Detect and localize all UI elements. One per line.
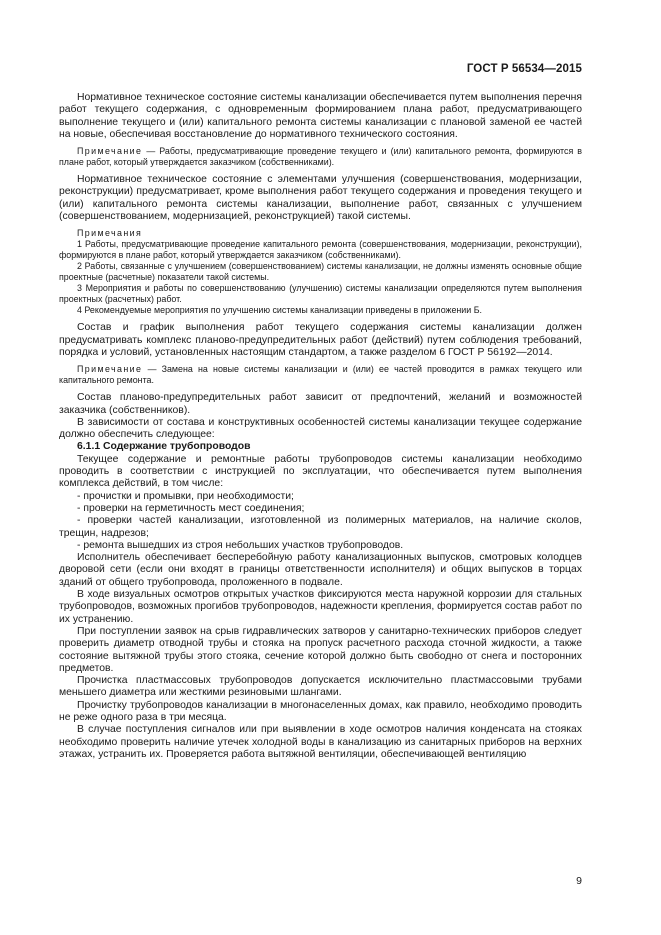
paragraph-executor: Исполнитель обеспечивает бесперебойную работу канализационных выпусков, смотровых колодцев дворовой сети (если они входят в границы ответственности исполнителя) и общих выпусков в торцах зданий от общего трубопровода, проложенного в подвале.: [59, 552, 582, 588]
paragraph-condensate: В случае поступления сигналов или при выявлении в ходе осмотров наличия конденсата на стояках необходимо проверить наличие утечек холодной воды в канализацию из санитарных приборов на верхних этажах, устранить их. Проверяется работа вытяжной вентиляции, обеспечивающей вентиляцию: [59, 724, 582, 760]
notes-title: Примечания: [77, 228, 143, 239]
note-text: — Работы, предусматривающие проведение текущего и (или) капитального ремонта, формируются в плане работ, который утверждается заказчиком (собственниками).: [59, 146, 582, 168]
paragraph-improvement-state: Нормативное техническое состояние с элементами улучшения (совершенствования, модернизации, реконструкции) предусматривает, кроме выполнения работ текущего содержания и проведения текущего и (или) капитального ремонта системы канализации, выполнение работ, связанных с улучшением (совершенствованием, модернизацией, реконструкцией) такой системы.: [59, 174, 582, 223]
note-item: 4 Рекомендуемые мероприятия по улучшению системы канализации приведены в приложении Б.: [77, 305, 482, 316]
paragraph-hydraulic-seals: При поступлении заявок на срыв гидравлических затворов у санитарно-технических приборов следует проверить диаметр отводной трубы и стояка на пропуск расчетного расхода сточной жидкости, а также состояние вытяжной трубы этого стояка, сечение которой должно быть свободно от снега и посторонних предметов.: [59, 625, 582, 674]
paragraph-visual-inspection: В ходе визуальных осмотров открытых участков фиксируются места наружной коррозии для стальных трубопроводов, возможных прогибов трубопроводов, надежности крепления, формируется состав работ по их устранению.: [59, 589, 582, 625]
paragraph-schedule: Состав и график выполнения работ текущего содержания системы канализации должен предусматривать комплекс планово-предупредительных работ (действий) путем соблюдения требований, порядка и условий, установленных настоящим стандартом, а также разделом 6 ГОСТ Р 56192—2014.: [59, 322, 582, 358]
note-repair-works: [59, 146, 582, 168]
note-item: 3 Мероприятия и работы по совершенствованию (улучшению) системы канализации определяются путем выполнения проектных (расчетных) работ.: [59, 283, 582, 305]
section-heading: 6.1.1 Содержание трубопроводов: [77, 441, 251, 453]
list-item: - ремонта вышедших из строя небольших участков трубопроводов.: [77, 539, 404, 551]
page-number: 9: [576, 875, 582, 887]
note-item: 2 Работы, связанные с улучшением (совершенствованием) системы канализации, не должны изменять основные общие проектные (расчетные) показатели такой системы.: [59, 261, 582, 283]
note-label: Примечание: [77, 364, 143, 375]
paragraph-preventive-works: Состав планово-предупредительных работ зависит от предпочтений, желаний и возможностей заказчика (собственников).: [59, 392, 582, 416]
paragraph-cleaning-frequency: Прочистку трубопроводов канализации в многонаселенных домах, как правило, необходимо проводить не реже одного раза в три месяца.: [59, 699, 582, 723]
note-text: — Замена на новые системы канализации и (или) ее частей проводится в рамках текущего или капитального ремонта.: [59, 364, 582, 386]
list-item: - проверки частей канализации, изготовленной из полимерных материалов, на наличие сколов, трещин, надрезов;: [59, 515, 582, 539]
paragraph-pipeline-maintenance: Текущее содержание и ремонтные работы трубопроводов системы канализации необходимо проводить в соответствии с инструкцией по эксплуатации, что обеспечивается путем выполнения комплекса действий, в том числе:: [59, 453, 582, 490]
note-item: 1 Работы, предусматривающие проведение капитального ремонта (совершенствования, модернизации, реконструкции), формируются в плане работ, который утверждается заказчиком (собственниками).: [59, 239, 582, 261]
paragraph-plastic-cleaning: Прочистка пластмассовых трубопроводов допускается исключительно пластмассовыми трубами меньшего диаметра или жесткими резиновыми шлангами.: [59, 675, 582, 699]
note-label: Примечание: [77, 146, 143, 157]
notes-block: [59, 228, 582, 316]
list-item: - прочистки и промывки, при необходимости;: [77, 490, 294, 502]
paragraph-normative-state: Нормативное техническое состояние системы канализации обеспечивается путем выполнения перечня работ текущего содержания, с одновременным формированием плана работ, предусматривающего выполнение текущего и (или) капитального ремонта системы канализации с плановой заменой ее частей на новые, обеспечивая восстановление до нормативного технического состояния.: [59, 92, 582, 140]
document-number-header: ГОСТ Р 56534—2015: [466, 63, 582, 75]
page-content: [59, 92, 582, 761]
paragraph-dependence: В зависимости от состава и конструктивных особенностей системы канализации текущее содержание должно обеспечить следующее:: [59, 416, 582, 441]
list-item: - проверки на герметичность мест соединения;: [77, 502, 305, 514]
note-replacement: [59, 364, 582, 386]
main-text-block: [59, 392, 582, 761]
